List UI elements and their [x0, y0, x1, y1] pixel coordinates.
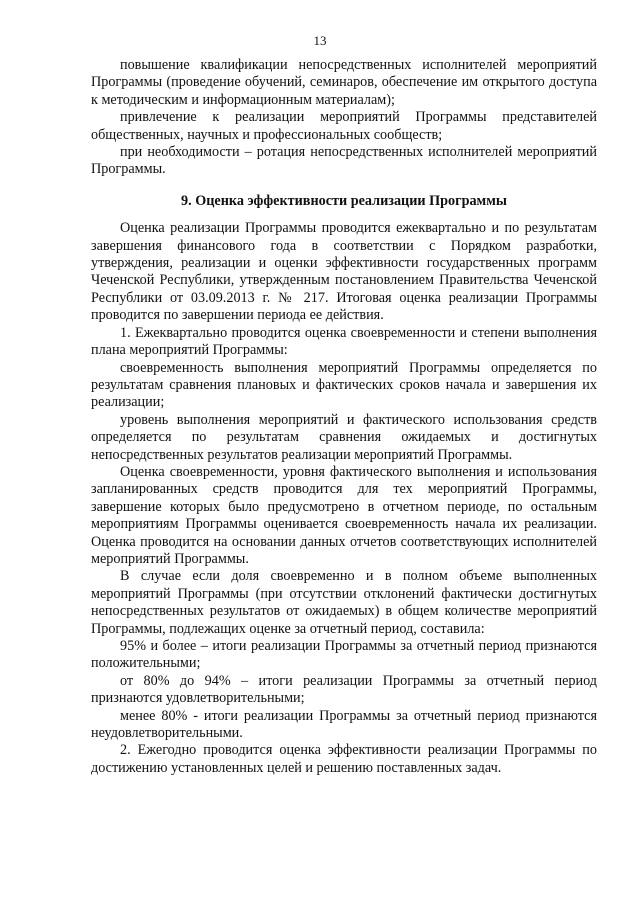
- document-body: [91, 57, 597, 777]
- paragraph: своевременность выполнения мероприятий Программы определяется по результатам сравнения плановых и фактических сроков начала и завершения их реализации;: [91, 359, 597, 411]
- paragraph: от 80% до 94% – итоги реализации Программы за отчетный период признаются удовлетворительными;: [91, 672, 597, 707]
- paragraph: Оценка своевременности, уровня фактического выполнения и использования запланированных средств проводится для тех мероприятий Программы, завершение которых было предусмотрено в отчетном периоде, по остальным мероприятиям Программы оценивается своевременность начала их реализации. Оценка проводится на основании данных отчетов соответствующих исполнителей мероприятий Программы.: [91, 463, 597, 567]
- paragraph: 2. Ежегодно проводится оценка эффективности реализации Программы по достижению установленных целей и решению поставленных задач.: [91, 742, 597, 776]
- paragraph: повышение квалификации непосредственных исполнителей мероприятий Программы (проведение обучений, семинаров, обеспечение им открытого доступа к методическим и информационным материалам);: [91, 57, 597, 108]
- section-heading: 9. Оценка эффективности реализации Программы: [181, 192, 507, 209]
- paragraph: менее 80% - итоги реализации Программы за отчетный период признаются неудовлетворительными.: [91, 707, 597, 742]
- paragraph: Оценка реализации Программы проводится ежеквартально и по результатам завершения финансового года в соответствии с Порядком разработки, утверждения, реализации и оценки эффективности государственных программ Чеченской Республики, утвержденным постановлением Правительства Чеченской Республики от 03.09.2013 г. № 217. Итоговая оценка реализации Программы проводится по завершении периода ее действия.: [91, 220, 597, 324]
- paragraph: при необходимости – ротация непосредственных исполнителей мероприятий Программы.: [91, 144, 597, 178]
- paragraph: 95% и более – итоги реализации Программы за отчетный период признаются положительными;: [91, 638, 597, 672]
- paragraph: уровень выполнения мероприятий и фактического использования средств определяется по результатам сравнения ожидаемых и достигнутых непосредственных результатов реализации мероприятий Программы.: [91, 411, 597, 463]
- page-number: 13: [313, 33, 327, 48]
- paragraph: 1. Ежеквартально проводится оценка своевременности и степени выполнения плана мероприятий Программы:: [91, 324, 597, 359]
- paragraph: В случае если доля своевременно и в полном объеме выполненных мероприятий Программы (при отсутствии отклонений фактически достигнутых непосредственных результатов от ожидаемых) в общем количестве мероприятий Программы, подлежащих оценке за отчетный период, составила:: [91, 568, 597, 637]
- paragraph: привлечение к реализации мероприятий Программы представителей общественных, научных и профессиональных сообществ;: [91, 109, 597, 143]
